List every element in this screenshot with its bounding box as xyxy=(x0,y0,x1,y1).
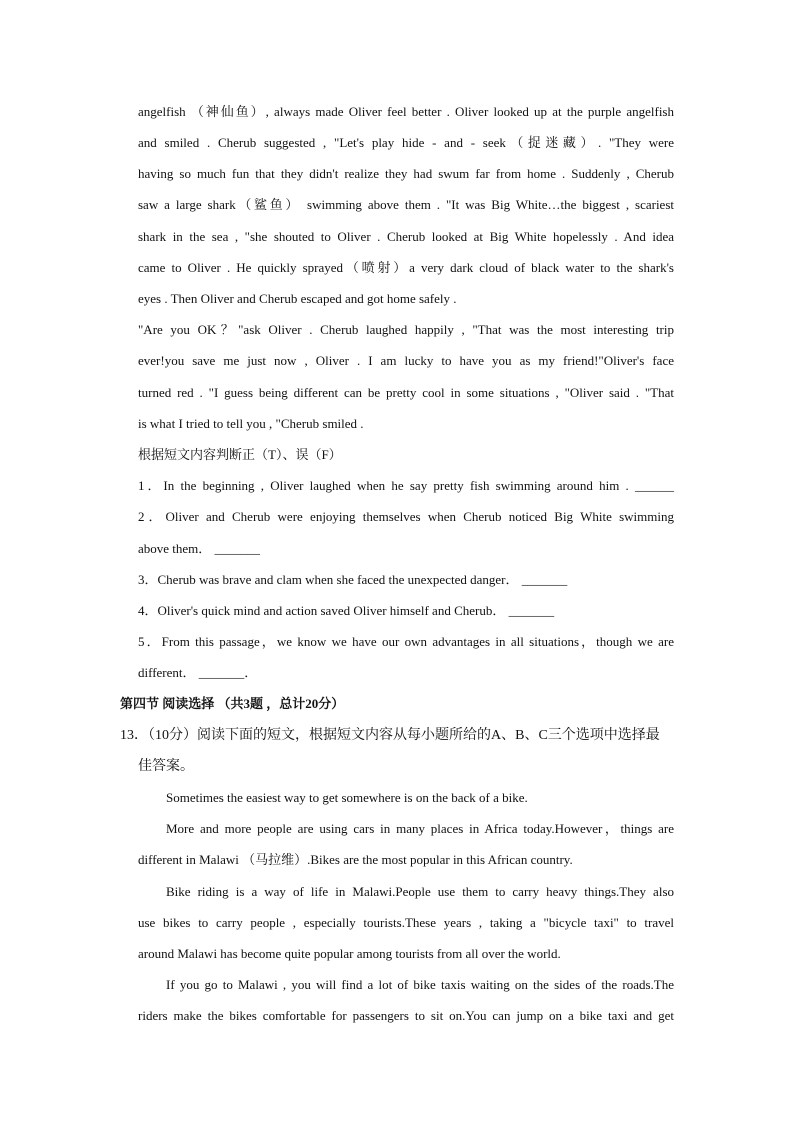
passage-line: use bikes to carry people , especially tourists.These years , taking a "bicycle taxi" to travel xyxy=(138,915,674,930)
story-line: saw a large shark（鲨鱼） swimming above them . "It was Big White…the biggest , scariest xyxy=(138,197,674,212)
tf-instruction: 根据短文内容判断正（T）、误（F） xyxy=(138,447,342,462)
passage-line: different in Malawi （马拉维）.Bikes are the most popular in this African country. xyxy=(138,852,573,867)
section-heading: 第四节 阅读选择 （共3题 ，总计20分） xyxy=(120,696,345,711)
passage-line: Sometimes the easiest way to get somewhere is on the back of a bike. xyxy=(166,790,528,805)
tf-question-5: 5．From this passage，we know we have our own advantages in all situations，though we are xyxy=(138,634,674,649)
story-line: shark in the sea , "she shouted to Oliver . Cherub looked at Big White hopelessly . And idea xyxy=(138,229,674,244)
passage-line: If you go to Malawi , you will find a lot of bike taxis waiting on the sides of the roads.The xyxy=(166,977,674,992)
story-line: eyes . Then Oliver and Cherub escaped and got home safely . xyxy=(138,291,457,306)
tf-question-2-cont: above them． _______ xyxy=(138,541,261,556)
tf-question-2: 2．Oliver and Cherub were enjoying themselves when Cherub noticed Big White swimming xyxy=(138,509,674,524)
story-line: "Are you OK？"ask Oliver . Cherub laughed happily , "That was the most interesting trip xyxy=(138,322,674,337)
passage-line: Bike riding is a way of life in Malawi.People use them to carry heavy things.They also xyxy=(166,884,674,899)
story-line: ever!you save me just now , Oliver . I am lucky to have you as my friend!"Oliver's face xyxy=(138,353,674,368)
tf-question-4: 4．Oliver's quick mind and action saved Oliver himself and Cherub． _______ xyxy=(138,603,555,618)
story-line: and smiled . Cherub suggested , "Let's play hide - and - seek（捉迷藏）. "They were xyxy=(138,135,674,150)
story-line: angelfish （神仙鱼）, always made Oliver feel better . Oliver looked up at the purple angelfish xyxy=(138,104,674,119)
question-13-prompt: 13．（10分）阅读下面的短文，根据短文内容从每小题所给的A、B、C三个选项中选择最 xyxy=(120,728,660,743)
story-line: is what I tried to tell you , "Cherub smiled . xyxy=(138,416,364,431)
passage-line: More and more people are using cars in many places in Africa today.However，things are xyxy=(166,821,674,836)
passage-line: riders make the bikes comfortable for passengers to sit on.You can jump on a bike taxi and get xyxy=(138,1008,674,1023)
tf-question-1: 1．In the beginning , Oliver laughed when he say pretty fish swimming around him . ______ xyxy=(138,478,674,493)
story-line: turned red . "I guess being different can be pretty cool in some situations , "Oliver said . "That xyxy=(138,385,674,400)
story-line: having so much fun that they didn't realize they had swum far from home . Suddenly , Cherub xyxy=(138,166,674,181)
tf-question-3: 3．Cherub was brave and clam when she faced the unexpected danger． _______ xyxy=(138,572,568,587)
story-line: came to Oliver . He quickly sprayed（喷射）a very dark cloud of black water to the shark's xyxy=(138,260,674,275)
tf-question-5-cont: different． _______． xyxy=(138,665,258,680)
question-13-prompt-cont: 佳答案。 xyxy=(138,759,194,774)
passage-line: around Malawi has become quite popular among tourists from all over the world. xyxy=(138,946,561,961)
